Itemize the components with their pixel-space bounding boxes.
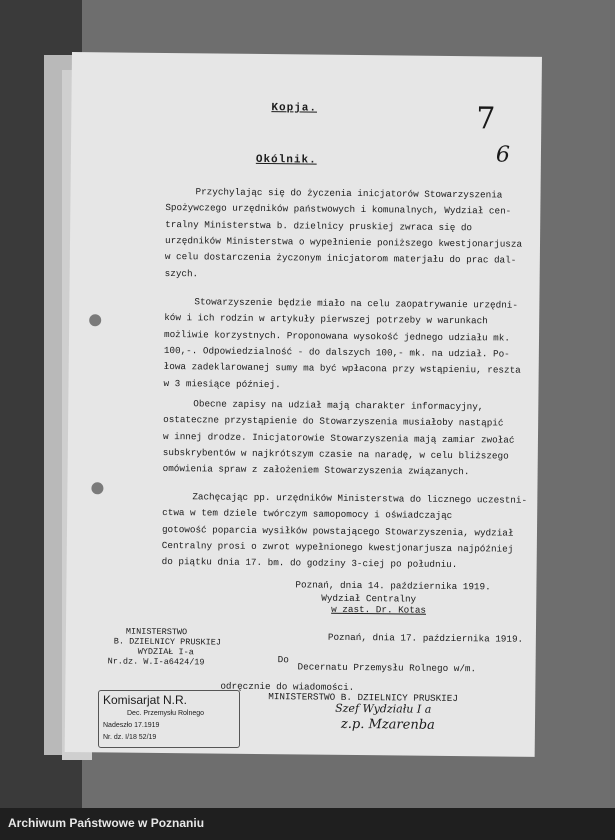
body-text-line: 100,-. Odpowiedzialność - do dalszych 100,- mk. na udział. Po-	[163, 344, 510, 360]
body-text-line: Spożywczego urzędników państwowych i komunalnych, Wydział cen-	[165, 202, 512, 217]
distribution-note: odręcznie do wiadomości.	[220, 680, 355, 693]
ministry-block-number: Nr.dz. W.I-a6424/19	[107, 656, 205, 668]
archive-footer-bar	[0, 808, 615, 840]
document-page	[65, 52, 542, 757]
body-text-line: możliwie korzystnych. Proponowana wysokość jednego udziału mk.	[163, 328, 510, 344]
body-text-line: ctwa w tem dziele twórczym samopomocy i oświadczając	[162, 507, 453, 522]
body-text-line: Zachęcając pp. urzędników Ministerstwa do licznego uczestni-	[192, 491, 528, 506]
signature-department: Wydział Centralny	[321, 592, 417, 605]
registry-stamp	[98, 690, 240, 748]
body-text-line: ków i ich rodzin w artykuły pierwszej potrzeby w warunkach	[164, 312, 488, 327]
body-text-line: gotowość poparcia wysiłków powstającego Stowarzyszenia, wydział	[161, 523, 514, 539]
body-text-line: szych.	[164, 267, 199, 279]
page-number-secondary: 6	[495, 142, 511, 168]
ministry-footer: MINISTERSTWO B. DZIELNICY PRUSKIEJ	[268, 691, 458, 705]
ministry-block-line: B. DZIELNICY PRUSKIEJ	[113, 636, 222, 648]
ministry-block-line: MINISTERSTWO	[125, 626, 188, 638]
body-text-line: omówienia spraw z założeniem Stowarzyszenia związanych.	[162, 463, 470, 478]
stamp-line: Nr. dz. I/18 52/19	[103, 734, 157, 741]
body-text-line: Obecne zapisy na udział mają charakter informacyjny,	[193, 398, 484, 413]
stamp-line: Dec. Przemysłu Rolnego	[127, 710, 205, 717]
stamp-line: Komisarjat N.R.	[103, 693, 188, 707]
body-text-line: urzędników Ministerstwa o wypełnienie poniższego kwestjonarjusza	[164, 234, 523, 250]
ministry-block-line: WYDZIAŁ I-a	[137, 646, 194, 658]
body-text-line: w celu dostarczenia życzonym inicjatorom materjału do prac dal-	[164, 251, 517, 266]
body-text-line: subskrybentów w najkrótszym czasie na naradę, w celu bliższego	[162, 446, 509, 462]
body-text-line: w 3 miesiące później.	[163, 377, 281, 390]
body-text-line: Przychylając się do życzenia inicjatorów Stowarzyszenia	[195, 186, 503, 201]
archive-name: Archiwum Państwowe w Poznaniu	[8, 816, 205, 830]
addressee: Decernatu Przemysłu Rolnego w/m.	[297, 661, 477, 675]
body-text-line: łowa zadeklarowanej sumy ma być wpłacona przy wstąpieniu, reszta	[163, 361, 521, 376]
date-line-1: Poznań, dnia 14. października 1919.	[295, 579, 491, 593]
body-text-line: ostateczne przystąpienie do Stowarzyszenia musiałoby nastąpić	[163, 414, 504, 429]
page-number-handwritten: 7	[476, 101, 496, 137]
document-title: Okólnik.	[255, 153, 317, 167]
punch-hole	[91, 482, 103, 494]
body-text-line: Centralny prosi o zwrot wypełnionego kwestjonarjusza najpóźniej	[161, 539, 514, 555]
document-heading: Kopja.	[271, 102, 318, 115]
addressee-prefix: Do	[277, 654, 289, 666]
body-text-line: Stowarzyszenie będzie miało na celu zaopatrywanie urzędni-	[194, 296, 519, 311]
handwritten-note-1: Szef Wydziału I a	[335, 701, 432, 716]
signature-name: w zast. Dr. Kotas	[331, 603, 427, 616]
date-line-2: Poznań, dnia 17. października 1919.	[327, 631, 524, 645]
punch-hole	[89, 314, 101, 326]
body-text-line: do piątku dnia 17. bm. do godziny 3-ciej po południu.	[161, 556, 458, 571]
stamp-line: Nadeszło 17.1919	[103, 722, 160, 729]
body-text-line: w innej drodze. Inicjatorowie Stowarzyszenia mają zamiar zwołać	[162, 430, 515, 446]
body-text-line: tralny Ministerstwa b. dzielnicy pruskiej zwraca się do	[165, 218, 473, 233]
handwritten-signature: z.p. Mzarenba	[340, 716, 435, 733]
